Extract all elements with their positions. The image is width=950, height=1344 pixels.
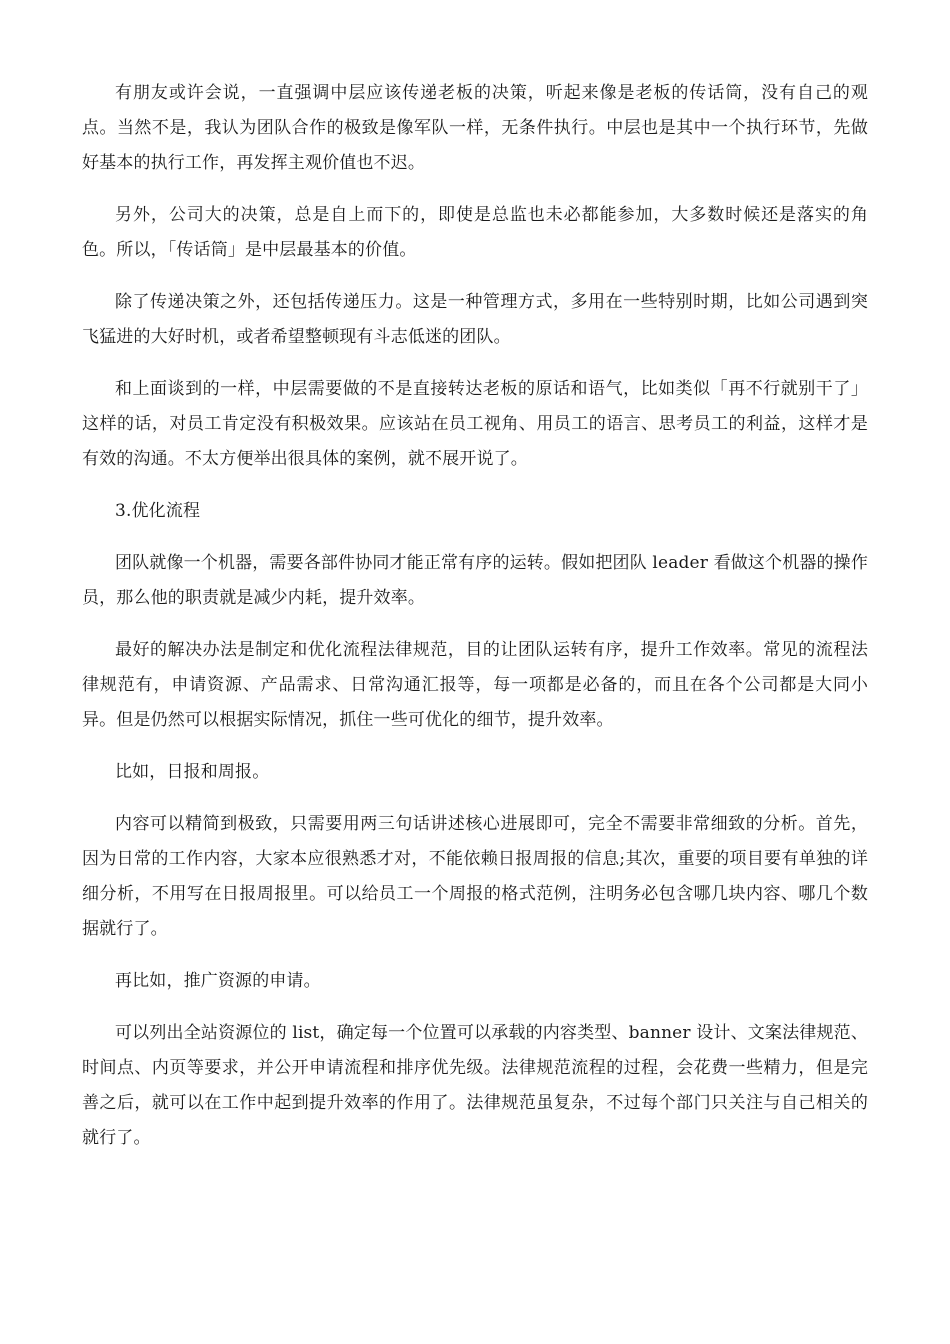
paragraph-team-machine: 团队就像一个机器，需要各部件协同才能正常有序的运转。假如把团队 leader 看做这个机器的操作员，那么他的职责就是减少内耗，提升效率。	[82, 553, 868, 608]
paragraph-resource-list: 可以列出全站资源位的 list，确定每一个位置可以承载的内容类型、banner 设计、文案法律规范、时间点、内页等要求，并公开申请流程和排序优先级。法律规范流程的过程，会花费一些精力，但是完善之后，就可以在工作中起到提升效率的作用了。法律规范虽复杂，不过每个部门只关注与自己相关的就行了。	[82, 1023, 868, 1148]
paragraph-daily-weekly-report: 比如，日报和周报。	[115, 762, 270, 782]
paragraph-transmit-pressure: 除了传递决策之外，还包括传递压力。这是一种管理方式，多用在一些特别时期，比如公司遇到突飞猛进的大好时机，或者希望整顿现有斗志低迷的团队。	[82, 292, 868, 347]
paragraph-process-norms: 最好的解决办法是制定和优化流程法律规范，目的让团队运转有序，提升工作效率。常见的流程法律规范有，申请资源、产品需求、日常沟通汇报等，每一项都是必备的，而且在各个公司都是大同小异。但是仍然可以根据实际情况，抓住一些可优化的细节，提升效率。	[82, 640, 868, 730]
section-heading-optimize-process: 3.优化流程	[115, 501, 201, 521]
paragraph-middle-manager-messenger: 有朋友或许会说，一直强调中层应该传递老板的决策，听起来像是老板的传话筒，没有自己的观点。当然不是，我认为团队合作的极致是像军队一样，无条件执行。中层也是其中一个执行环节，先做好基本的执行工作，再发挥主观价值也不迟。	[82, 83, 868, 173]
paragraph-promotion-resource: 再比如，推广资源的申请。	[115, 971, 321, 991]
paragraph-report-content: 内容可以精简到极致，只需要用两三句话讲述核心进展即可，完全不需要非常细致的分析。首先，因为日常的工作内容，大家本应很熟悉才对，不能依赖日报周报的信息;其次，重要的项目要有单独的详细分析，不用写在日报周报里。可以给员工一个周报的格式范例，注明务必包含哪几块内容、哪几个数据就行了。	[82, 814, 868, 939]
paragraph-effective-communication: 和上面谈到的一样，中层需要做的不是直接转达老板的原话和语气，比如类似「再不行就别干了」这样的话，对员工肯定没有积极效果。应该站在员工视角、用员工的语言、思考员工的利益，这样才是有效的沟通。不太方便举出很具体的案例，就不展开说了。	[82, 379, 868, 469]
document-body	[82, 76, 868, 1173]
paragraph-top-down-decisions: 另外，公司大的决策，总是自上而下的，即使是总监也未必都能参加，大多数时候还是落实的角色。所以，「传话筒」是中层最基本的价值。	[82, 205, 868, 260]
